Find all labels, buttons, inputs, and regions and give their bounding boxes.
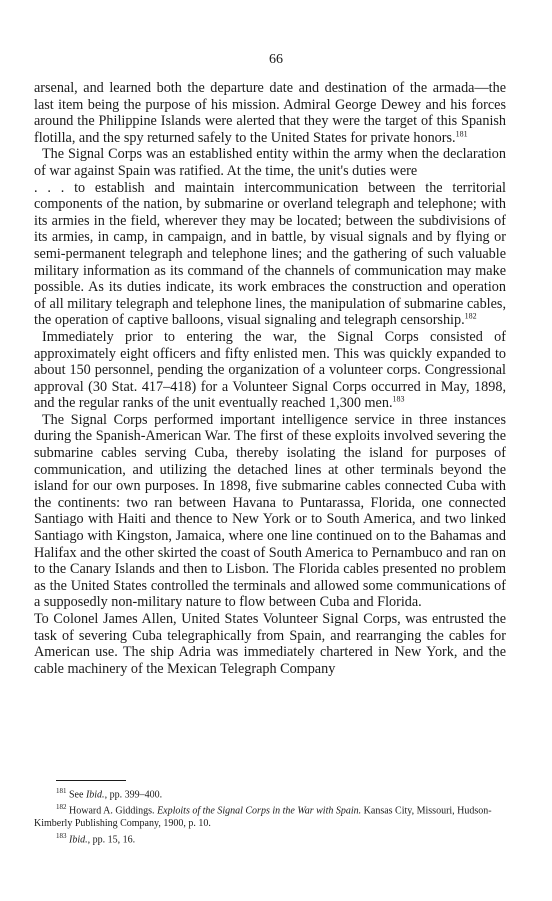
footnote-ref-181: 181 — [455, 129, 468, 139]
footnote-ref-182: 182 — [464, 311, 477, 321]
footnote-182 — [34, 801, 506, 829]
footnote-text: See — [69, 789, 86, 801]
footnote-italic: Ibid. — [69, 833, 88, 845]
paragraph-2: The Signal Corps was an established entity within the army when the declaration of war against Spain was ratified. At the time, the unit's duties were — [34, 146, 506, 179]
footnote-number: 183 — [56, 831, 67, 840]
body-text — [34, 80, 506, 677]
paragraph-5: To Colonel James Allen, United States Volunteer Signal Corps, was entrusted the task of severing Cuba telegraphically from Spain, and rearranging the cables for American use. The ship Adria was immediately chartered in New York, and the cable machinery of the Mexican Telegraph Company — [34, 611, 506, 677]
footnote-number: 182 — [56, 803, 67, 812]
footnote-183 — [34, 830, 506, 846]
footnote-181 — [34, 785, 506, 801]
footnote-italic: Ibid. — [85, 789, 105, 801]
footnote-text: , pp. 399–400. — [104, 789, 163, 801]
footnote-italic: Exploits of the Signal Corps in the War with Spain. — [157, 805, 362, 817]
paragraph-3-text: Immediately prior to entering the war, the Signal Corps consisted of approximately eight officers and fifty enlisted men. This was quickly expanded to about 150 personnel, pending the organization of a volunteer corps. Congressional approval (30 Stat. 417–418) for a Volunteer Signal Corps occurred in May, 1898, and the regular ranks of the unit eventually reached 1,300 men. — [34, 328, 506, 412]
footnote-ref-183: 183 — [392, 394, 405, 404]
paragraph-3 — [34, 329, 506, 412]
block-quote — [34, 180, 506, 329]
footnote-text: Howard A. Giddings. — [69, 805, 158, 817]
paragraph-1-text: arsenal, and learned both the departure date and destination of the armada—the last item being the purpose of his mission. Admiral George Dewey and his forces around the Philippine Islands were alerted that they were the target of this Spanish flotilla, and the spy returned safely to the United States for private honors. — [34, 80, 506, 146]
footnote-text: , pp. 15, 16. — [87, 833, 136, 845]
footnotes — [34, 780, 506, 846]
footnote-text: Kansas City, Missouri, Hudson-Kimberly Publishing Company, 1900, p. 10. — [34, 805, 492, 829]
footnote-number: 181 — [56, 787, 67, 795]
block-quote-text: . . . to establish and maintain intercommunication between the territorial components of the nation, by submarine or overland telegraph and telephone; with its armies in the field, wherever they may be located; between the subdivisions of its armies, in camp, in campaign, and in battle, by visual signals and by flying or semi-permanent telegraph and telephone lines; and the gathering of such valuable military information as its command of the channels of communication may make possible. As its duties indicate, its work embraces the construction and operation of all military telegraph and telephone lines, the manipulation of submarine cables, the operation of captive balloons, visual signaling and telegraph censorship. — [34, 179, 506, 329]
footnote-divider — [56, 780, 126, 781]
paragraph-4: The Signal Corps performed important intelligence service in three instances during the Spanish-American War. The first of these exploits involved severing the submarine cables serving Cuba, thereby isolating the island for purposes of communication, and utilizing the detached lines at other terminals beyond the island for our own purposes. In 1898, five submarine cables connected Cuba with the continents: two ran between Havana to Puntarassa, Florida, one connected Santiago with Haiti and thence to New York or to South America, and two linked Santiago with Kingston, Jamaica, where one line continued on to the Bahamas and Halifax and the other skirted the coast of South America to Pernambuco and ran on to the Canary Islands and then to Lisbon. The Florida cables presented no problem as the United States controlled the terminals and allowed some communications of a supposedly non-military nature to flow between Cuba and Florida. — [34, 411, 506, 611]
paragraph-1 — [34, 80, 506, 146]
page-number: 66 — [269, 52, 283, 67]
